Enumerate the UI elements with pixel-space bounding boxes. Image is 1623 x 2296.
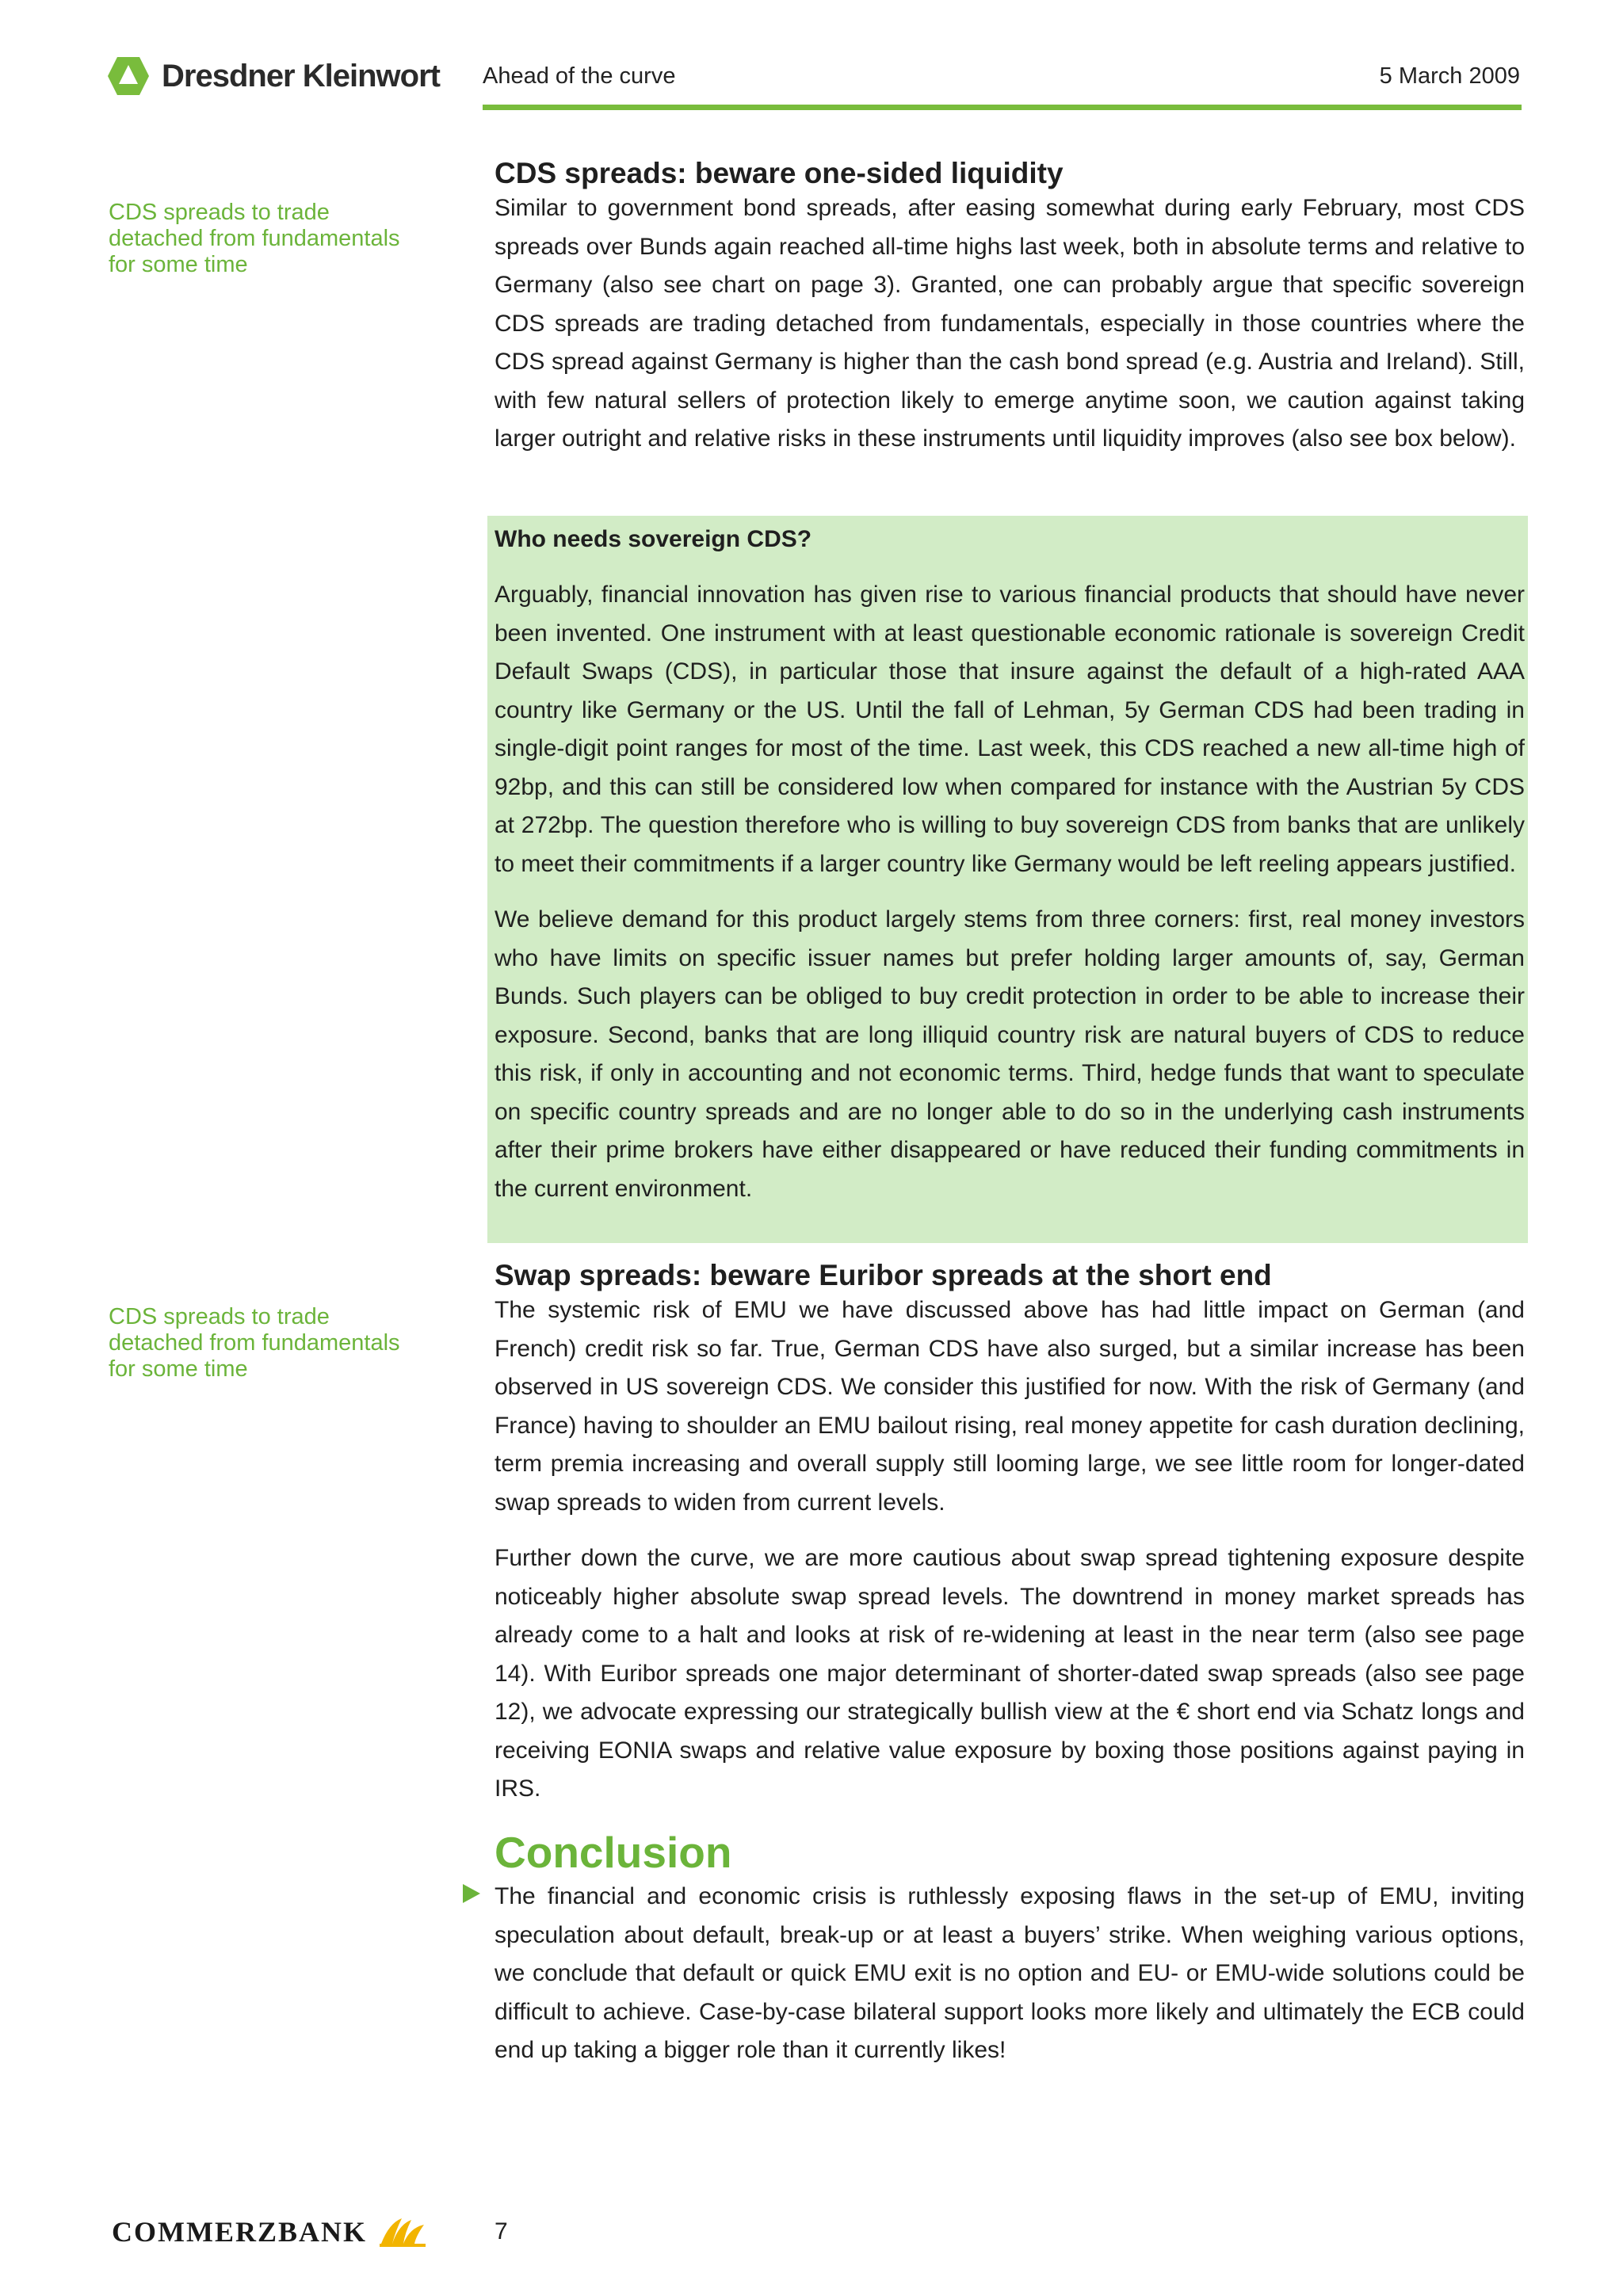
margin-note-2 <box>109 1304 441 1383</box>
commerzbank-name: COMMERZBANK <box>112 2216 367 2248</box>
commerzbank-ribbon-icon <box>378 2215 427 2248</box>
header-divider <box>483 105 1522 110</box>
margin-note-line: CDS spreads to trade <box>109 200 330 225</box>
margin-note-line: detached from fundamentals <box>109 1330 400 1356</box>
section-swap-spreads <box>495 1258 1525 1809</box>
section-paragraph: The systemic risk of EMU we have discussed above has had little impact on German (and French) credit risk so far. True, German CDS have also surged, but a similar increase has been observed in US sovereign CDS. We consider this justified for now. With the risk of Germany (and France) having to shoulder an EMU bailout rising, real money appetite for cash duration declining, term premia increasing and overall supply still looming large, we see little room for longer-dated swap spreads to widen from current levels. <box>495 1297 1525 1516</box>
dresdner-kleinwort-logo <box>106 52 440 100</box>
page-number: 7 <box>495 2218 508 2245</box>
bullet-text: The financial and economic crisis is ruthlessly exposing flaws in the set-up of EMU, inviting speculation about default, break-up or at least a buyers’ strike. When weighing various options, we conclude that default or quick EMU exit is no option and EU- or EMU-wide solutions could be difficult to achieve. Case-by-case bilateral support looks more likely and ultimately the ECB could end up taking a bigger role than it currently likes! <box>495 1883 1525 2063</box>
margin-note-line: for some time <box>109 252 248 277</box>
margin-note-line: CDS spreads to trade <box>109 1304 330 1329</box>
conclusion-heading: Conclusion <box>495 1828 732 1877</box>
section-cds-spreads <box>495 156 1525 459</box>
margin-note-1 <box>109 200 441 278</box>
box-title: Who needs sovereign CDS? <box>495 526 812 552</box>
report-date: 5 March 2009 <box>1379 63 1520 89</box>
commerzbank-logo <box>112 2215 427 2248</box>
section-heading: Swap spreads: beware Euribor spreads at the short end <box>495 1259 1272 1291</box>
section-paragraph: Similar to government bond spreads, after easing somewhat during early February, most CDS spreads over Bunds again reached all-time highs last week, both in absolute terms and relative to Germany (also see chart on page 3). Granted, one can probably argue that specific sovereign CDS spreads are trading detached from fundamentals, especially in those countries where the CDS spread against Germany is higher than the cash bond spread (e.g. Austria and Ireland). Still, with few natural sellers of protection likely to emerge anytime soon, we caution against taking larger outright and relative risks in these instruments until liquidity improves (also see box below). <box>495 195 1525 452</box>
report-title: Ahead of the curve <box>483 63 676 89</box>
conclusion-bullet <box>495 1878 1525 2070</box>
section-heading: CDS spreads: beware one-sided liquidity <box>495 157 1064 189</box>
box-paragraph: Arguably, financial innovation has given rise to various financial products that should have never been invented. One instrument with at least questionable economic rationale is sovereign Credit Default Swaps (CDS), in particular those that insure against the default of a high-rated AAA country like Germany or the US. Until the fall of Lehman, 5y German CDS had been trading in single-digit point ranges for most of the time. Last week, this CDS reached a new all-time high of 92bp, and this can still be considered low when compared for instance with the Austrian 5y CDS at 272bp. The question therefore who is willing to buy sovereign CDS from banks that are unlikely to meet their commitments if a larger country like Germany would be left reeling appears justified. <box>495 582 1525 877</box>
margin-note-line: for some time <box>109 1356 248 1382</box>
box-paragraph: We believe demand for this product largely stems from three corners: first, real money investors who have limits on specific issuer names but prefer holding larger amounts of, say, German Bunds. Such players can be obliged to buy credit protection in order to be able to increase their exposure. Second, banks that are long illiquid country risk are natural buyers of CDS to reduce this risk, if only in accounting and not economic terms. Third, hedge funds that want to speculate on specific country spreads and are no longer able to do so in the underlying cash instruments after their prime brokers have either disappeared or have reduced their funding commitments in the current environment. <box>495 906 1525 1202</box>
section-paragraph: Further down the curve, we are more cautious about swap spread tightening exposure despite noticeably higher absolute swap spread levels. The downtrend in money market spreads has already come to a halt and looks at risk of re-widening at least in the near term (also see page 14). With Euribor spreads one major determinant of shorter-dated swap spreads (also see page 12), we advocate expressing our strategically bullish view at the € short end via Schatz longs and receiving EONIA swaps and relative value exposure by boxing those positions against paying in IRS. <box>495 1545 1525 1802</box>
bullet-arrow-icon <box>463 1884 480 1903</box>
dresdner-logo-icon <box>106 54 151 98</box>
margin-note-line: detached from fundamentals <box>109 226 400 251</box>
box-content <box>495 521 1525 1208</box>
brand-name: Dresdner Kleinwort <box>162 58 440 93</box>
